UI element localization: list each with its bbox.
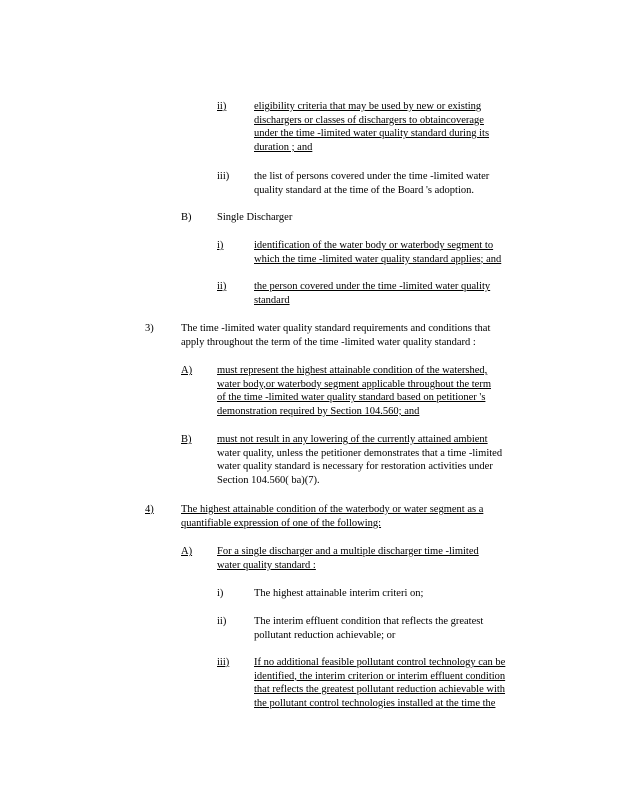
section-label-3: 3) bbox=[145, 323, 154, 334]
text-line: Section 104.560( ba)(7). bbox=[217, 474, 320, 486]
item-label-iii: iii) bbox=[217, 657, 230, 668]
text-line: standard bbox=[254, 294, 290, 306]
text-line: identification of the water body or waterbody segment to bbox=[254, 240, 494, 251]
item-label-i: i) bbox=[217, 588, 224, 599]
identification-paragraph bbox=[254, 239, 532, 266]
interim-effluent-paragraph bbox=[254, 615, 511, 642]
text-line: that reflects the greatest pollutant reduction achievable with bbox=[254, 684, 506, 696]
section-label-4: 4) bbox=[145, 504, 154, 515]
text-line: duration ; and bbox=[254, 141, 313, 153]
requirements-paragraph bbox=[181, 322, 532, 349]
item-label-ii: ii) bbox=[217, 281, 227, 292]
text-line: For a single discharger and a multiple discharger time -limited bbox=[217, 546, 479, 557]
item-label-iii: iii) bbox=[217, 171, 230, 182]
text-line: under the time -limited water quality standard during its bbox=[254, 128, 490, 140]
text-line: pollutant reduction achievable; or bbox=[254, 629, 396, 641]
single-discharger-heading: Single Discharger bbox=[217, 212, 293, 223]
text-line: water quality standard : bbox=[217, 559, 316, 571]
highest-attainable-paragraph bbox=[217, 364, 535, 418]
text-line: identified, the interim criterion or interim effluent condition bbox=[254, 670, 506, 682]
text-line: water quality standard is necessary for restoration activities under bbox=[217, 461, 493, 473]
item-label-A: A) bbox=[181, 546, 193, 557]
item-label-ii: ii) bbox=[217, 616, 227, 627]
text-line: the person covered under the time -limited water quality bbox=[254, 281, 491, 292]
eligibility-criteria-paragraph bbox=[254, 100, 519, 154]
text-line: eligibility criteria that may be used by new or existing bbox=[254, 101, 482, 112]
attainable-condition-paragraph bbox=[181, 503, 530, 530]
item-label-ii: ii) bbox=[217, 101, 227, 112]
text-line: apply throughout the term of the time -limited water quality standard : bbox=[181, 336, 476, 348]
interim-criterion-line bbox=[254, 587, 454, 601]
text-line: must represent the highest attainable condition of the watershed, bbox=[217, 365, 488, 376]
item-label-B: B) bbox=[181, 434, 192, 445]
text-line: The highest attainable condition of the waterbody or water segment as a bbox=[181, 504, 484, 515]
no-additional-technology-paragraph bbox=[254, 656, 542, 710]
text-line: of the time -limited water quality standard based on petitioner 's bbox=[217, 392, 486, 404]
text-line: must not result in any lowering of the currently attained ambient bbox=[217, 434, 488, 445]
person-covered-paragraph bbox=[254, 280, 522, 307]
item-label-A: A) bbox=[181, 365, 193, 376]
text-line: dischargers or classes of dischargers to obtaincoverage bbox=[254, 114, 484, 126]
text-line: the list of persons covered under the time -limited water bbox=[254, 171, 490, 182]
text-line: water quality, unless the petitioner demonstrates that a time -limited bbox=[217, 447, 503, 459]
list-of-persons-paragraph bbox=[254, 170, 519, 197]
text-line: The interim effluent condition that reflects the greatest bbox=[254, 616, 484, 627]
section-label-B: B) bbox=[181, 212, 192, 223]
text-line: which the time -limited water quality standard applies; and bbox=[254, 253, 502, 265]
single-multiple-discharger-paragraph bbox=[217, 545, 512, 572]
text-line: quality standard at the time of the Board 's adoption. bbox=[254, 184, 475, 196]
text-line: If no additional feasible pollutant control technology can be bbox=[254, 657, 506, 668]
text-line: quantifiable expression of one of the following: bbox=[181, 517, 382, 529]
text-line: The highest attainable interim criteri on; bbox=[254, 588, 424, 599]
text-line: the pollutant control technologies installed at the time the bbox=[254, 697, 496, 709]
text-line: The time -limited water quality standard requirements and conditions that bbox=[181, 323, 491, 334]
item-label-i: i) bbox=[217, 240, 224, 251]
text-line: demonstration required by Section 104.560; and bbox=[217, 405, 420, 417]
text-line: water body,or waterbody segment applicable throughout the term bbox=[217, 378, 491, 390]
no-lowering-paragraph bbox=[217, 433, 537, 487]
